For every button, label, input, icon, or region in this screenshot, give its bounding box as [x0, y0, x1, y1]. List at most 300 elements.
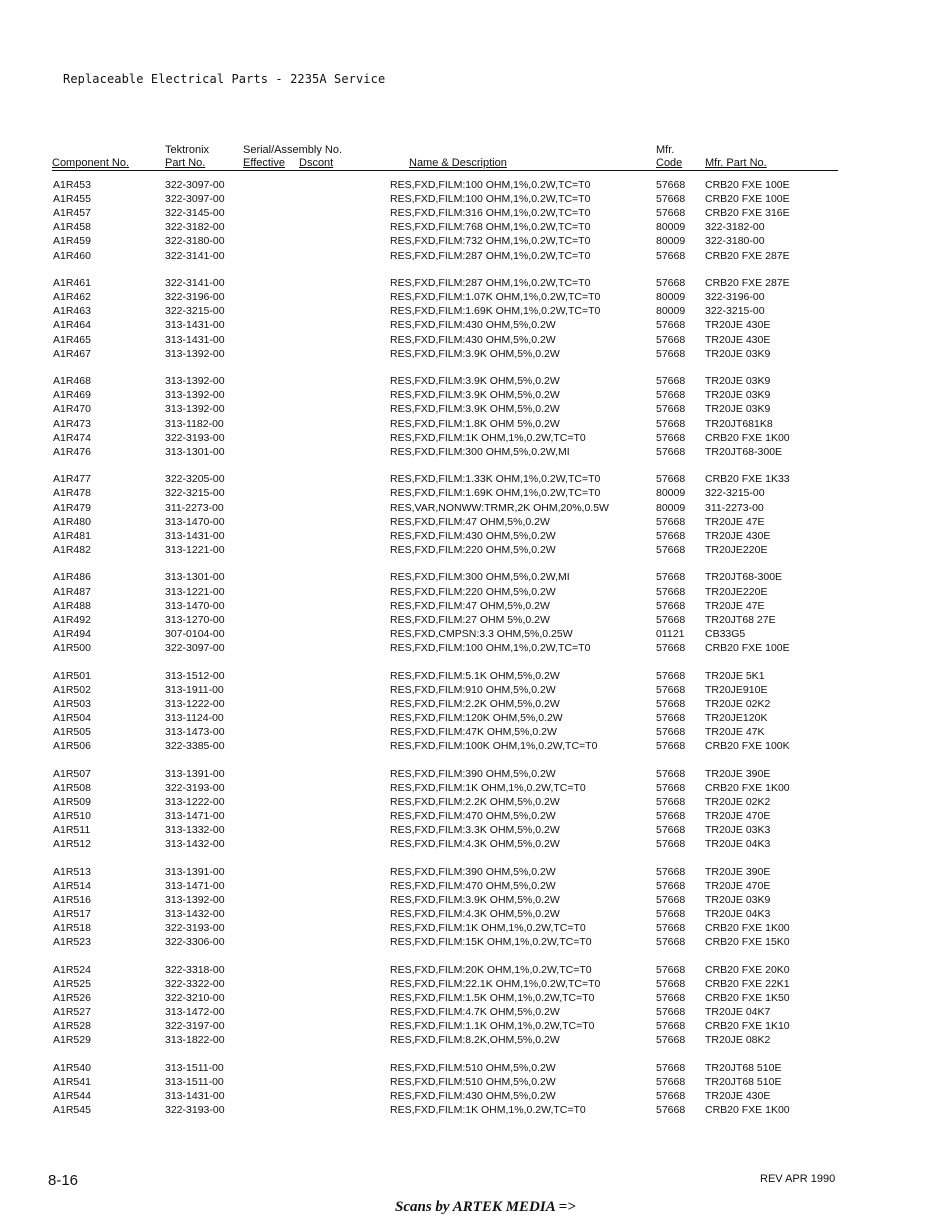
mfr-code-cell: 57668 [656, 795, 686, 808]
table-row [0, 585, 950, 599]
table-row [0, 333, 950, 347]
tektronix-part-no-cell: 313-1473-00 [165, 725, 225, 738]
mfr-code-cell: 57668 [656, 347, 686, 360]
mfr-code-cell: 57668 [656, 613, 686, 626]
mfr-code-cell: 57668 [656, 333, 686, 346]
description-cell: RES,FXD,FILM:1K OHM,1%,0.2W,TC=T0 [390, 781, 586, 794]
mfr-part-no-cell: TR20JE 47K [705, 725, 765, 738]
component-no-cell: A1R482 [53, 543, 91, 556]
tektronix-part-no-cell: 322-3197-00 [165, 1020, 225, 1033]
component-no-cell: A1R464 [53, 319, 91, 332]
description-cell: RES,FXD,FILM:1K OHM,1%,0.2W,TC=T0 [390, 922, 586, 935]
mfr-part-no-cell: TR20JE 02K2 [705, 795, 771, 808]
component-no-cell: A1R544 [53, 1090, 91, 1103]
description-cell: RES,FXD,FILM:910 OHM,5%,0.2W [390, 683, 556, 696]
tektronix-part-no-cell: 313-1301-00 [165, 571, 225, 584]
tektronix-part-no-cell: 322-3215-00 [165, 305, 225, 318]
tektronix-part-no-cell: 313-1432-00 [165, 838, 225, 851]
component-no-cell: A1R500 [53, 641, 91, 654]
tektronix-part-no-cell: 313-1432-00 [165, 908, 225, 920]
mfr-part-no-cell: TR20JE 03K9 [705, 893, 771, 906]
mfr-part-no-cell: TR20JE 47E [705, 515, 765, 528]
component-no-cell: A1R467 [53, 347, 91, 360]
component-no-cell: A1R540 [53, 1061, 91, 1074]
description-cell: RES,FXD,FILM:120K OHM,5%,0.2W [390, 711, 563, 724]
mfr-code-cell: 57668 [656, 824, 686, 836]
mfr-code-cell: 57668 [656, 740, 686, 752]
mfr-part-no-cell: TR20JE910E [705, 683, 768, 696]
mfr-part-no-cell: CRB20 FXE 1K33 [705, 473, 790, 486]
component-no-cell: A1R505 [53, 725, 91, 738]
component-no-cell: A1R545 [53, 1104, 91, 1117]
table-row [0, 991, 950, 1005]
mfr-code-cell: 57668 [656, 908, 686, 920]
component-no-cell: A1R479 [53, 501, 91, 514]
component-no-cell: A1R473 [53, 417, 91, 430]
description-cell: RES,FXD,FILM:1K OHM,1%,0.2W,TC=T0 [390, 1104, 586, 1117]
tektronix-part-no-cell: 313-1221-00 [165, 585, 225, 598]
component-no-cell: A1R525 [53, 977, 91, 990]
col-header-serial-assembly-no: Serial/Assembly No. Effective Dscont [243, 144, 343, 169]
description-cell: RES,FXD,FILM:220 OHM,5%,0.2W [390, 543, 556, 556]
mfr-part-no-cell: TR20JE 03K9 [705, 403, 771, 416]
page-number: 8-16 [48, 1172, 79, 1189]
description-cell: RES,FXD,FILM:5.1K OHM,5%,0.2W [390, 669, 560, 682]
table-row [0, 879, 950, 893]
table-row [0, 570, 950, 584]
mfr-part-no-cell: 311-2273-00 [705, 501, 764, 514]
mfr-code-cell: 57668 [656, 1104, 686, 1117]
table-row [0, 206, 950, 220]
description-cell: RES,FXD,FILM:2.2K OHM,5%,0.2W [390, 697, 560, 710]
tektronix-part-no-cell: 313-1222-00 [165, 697, 225, 710]
mfr-code-cell: 80009 [656, 291, 686, 304]
mfr-code-cell: 57668 [656, 641, 686, 654]
component-no-cell: A1R459 [53, 235, 91, 248]
tektronix-part-no-cell: 313-1182-00 [165, 417, 224, 430]
mfr-part-no-cell: TR20JT681K8 [705, 417, 773, 430]
col-header-component-no: Component No. [52, 157, 130, 169]
component-no-cell: A1R507 [53, 767, 91, 780]
tektronix-part-no-cell: 313-1221-00 [165, 543, 225, 556]
component-no-cell: A1R527 [53, 1006, 91, 1019]
mfr-code-cell: 80009 [656, 221, 686, 234]
tektronix-part-no-cell: 313-1392-00 [165, 893, 225, 906]
mfr-part-no-cell: CRB20 FXE 1K50 [705, 992, 790, 1004]
mfr-code-cell: 57668 [656, 599, 686, 612]
tektronix-part-no-cell: 322-3385-00 [165, 740, 225, 752]
mfr-part-no-cell: TR20JE 04K3 [705, 908, 771, 920]
tektronix-part-no-cell: 313-1392-00 [165, 389, 225, 402]
table-row [0, 669, 950, 683]
description-cell: RES,FXD,FILM:3.9K OHM,5%,0.2W [390, 893, 560, 906]
description-cell: RES,FXD,FILM:510 OHM,5%,0.2W [390, 1076, 556, 1088]
col-header-tektronix-part-no: Tektronix Part No. [165, 144, 210, 169]
table-row [0, 767, 950, 781]
component-no-cell: A1R481 [53, 529, 91, 542]
description-cell: RES,FXD,FILM:287 OHM,1%,0.2W,TC=T0 [390, 277, 591, 290]
mfr-part-no-cell: TR20JE 390E [705, 767, 771, 780]
tektronix-part-no-cell: 322-3097-00 [165, 193, 225, 206]
mfr-part-no-cell: CRB20 FXE 1K00 [705, 922, 790, 935]
component-no-cell: A1R488 [53, 599, 91, 612]
component-no-cell: A1R529 [53, 1034, 91, 1047]
mfr-part-no-cell: TR20JE 47E [705, 599, 765, 612]
mfr-code-cell: 57668 [656, 936, 686, 949]
description-cell: RES,FXD,FILM:8.2K,OHM,5%,0.2W [390, 1034, 560, 1047]
description-cell: RES,FXD,FILM:1.8K OHM 5%,0.2W [390, 417, 560, 430]
table-row [0, 781, 950, 795]
mfr-code-cell: 57668 [656, 445, 686, 458]
table-row [0, 1019, 950, 1033]
mfr-code-cell: 57668 [656, 1061, 686, 1074]
description-cell: RES,FXD,FILM:510 OHM,5%,0.2W [390, 1061, 556, 1074]
mfr-part-no-cell: CRB20 FXE 287E [705, 249, 790, 262]
mfr-part-no-cell: TR20JE 5K1 [705, 669, 765, 682]
mfr-code-cell: 57668 [656, 403, 686, 416]
mfr-code-cell: 57668 [656, 1034, 686, 1047]
mfr-part-no-cell: 322-3215-00 [705, 305, 765, 318]
header-rule [52, 170, 838, 171]
description-cell: RES,FXD,FILM:1.33K OHM,1%,0.2W,TC=T0 [390, 473, 601, 486]
table-row [0, 417, 950, 431]
mfr-code-cell: 57668 [656, 711, 686, 724]
mfr-part-no-cell: CRB20 FXE 1K00 [705, 1104, 790, 1117]
tektronix-part-no-cell: 313-1471-00 [165, 879, 225, 892]
table-row [0, 711, 950, 725]
mfr-code-cell: 57668 [656, 529, 686, 542]
tektronix-part-no-cell: 322-3205-00 [165, 473, 225, 486]
tektronix-part-no-cell: 307-0104-00 [165, 627, 225, 640]
description-cell: RES,FXD,FILM:1.5K OHM,1%,0.2W,TC=T0 [390, 992, 595, 1004]
component-no-cell: A1R518 [53, 922, 91, 935]
component-no-cell: A1R508 [53, 781, 91, 794]
component-no-cell: A1R462 [53, 291, 91, 304]
description-cell: RES,FXD,FILM:287 OHM,1%,0.2W,TC=T0 [390, 249, 591, 262]
mfr-code-cell: 80009 [656, 305, 686, 318]
table-row [0, 1075, 950, 1089]
component-no-cell: A1R503 [53, 697, 91, 710]
mfr-part-no-cell: TR20JT68 510E [705, 1061, 782, 1074]
table-row [0, 178, 950, 192]
table-row [0, 683, 950, 697]
description-cell: RES,FXD,FILM:47 OHM,5%,0.2W [390, 515, 550, 528]
description-cell: RES,FXD,FILM:100 OHM,1%,0.2W,TC=T0 [390, 193, 591, 206]
table-row [0, 627, 950, 641]
component-no-cell: A1R477 [53, 473, 91, 486]
tektronix-part-no-cell: 322-3322-00 [165, 977, 225, 990]
tektronix-part-no-cell: 322-3193-00 [165, 1104, 225, 1117]
table-row [0, 472, 950, 486]
table-row [0, 1033, 950, 1047]
mfr-part-no-cell: TR20JE 03K9 [705, 347, 771, 360]
table-row [0, 347, 950, 361]
table-row [0, 837, 950, 851]
description-cell: RES,FXD,FILM:1.07K OHM,1%,0.2W,TC=T0 [390, 291, 601, 304]
mfr-code-cell: 57668 [656, 207, 686, 220]
mfr-code-cell: 57668 [656, 865, 686, 878]
mfr-part-no-cell: CRB20 FXE 15K0 [705, 936, 790, 949]
description-cell: RES,FXD,FILM:300 OHM,5%,0.2W,MI [390, 571, 570, 584]
col-header-mfr-code: Mfr. Code [656, 144, 683, 169]
tektronix-part-no-cell: 322-3210-00 [165, 992, 225, 1004]
mfr-code-cell: 57668 [656, 1090, 686, 1103]
mfr-part-no-cell: CB33G5 [705, 627, 746, 640]
mfr-part-no-cell: TR20JT68-300E [705, 445, 783, 458]
table-row [0, 823, 950, 837]
component-no-cell: A1R509 [53, 795, 91, 808]
tektronix-part-no-cell: 322-3193-00 [165, 922, 225, 935]
tektronix-part-no-cell: 322-3215-00 [165, 487, 225, 500]
tektronix-part-no-cell: 313-1124-00 [165, 711, 224, 724]
mfr-code-cell: 57668 [656, 697, 686, 710]
description-cell: RES,VAR,NONWW:TRMR,2K OHM,20%,0.5W [390, 501, 609, 514]
description-cell: RES,FXD,FILM:1K OHM,1%,0.2W,TC=T0 [390, 431, 586, 444]
mfr-part-no-cell: CRB20 FXE 100K [705, 740, 790, 752]
description-cell: RES,FXD,FILM:22.1K OHM,1%,0.2W,TC=T0 [390, 977, 601, 990]
description-cell: RES,FXD,FILM:3.9K OHM,5%,0.2W [390, 375, 560, 388]
table-row [0, 795, 950, 809]
mfr-part-no-cell: TR20JE120K [705, 711, 768, 724]
mfr-code-cell: 57668 [656, 277, 686, 290]
component-no-cell: A1R524 [53, 963, 91, 976]
table-row [0, 1089, 950, 1103]
component-no-cell: A1R512 [53, 838, 91, 851]
mfr-part-no-cell: CRB20 FXE 100E [705, 179, 790, 191]
component-no-cell: A1R461 [53, 277, 91, 290]
description-cell: RES,FXD,FILM:390 OHM,5%,0.2W [390, 767, 556, 780]
component-no-cell: A1R469 [53, 389, 91, 402]
table-row [0, 388, 950, 402]
component-no-cell: A1R516 [53, 893, 91, 906]
mfr-code-cell: 57668 [656, 179, 686, 191]
tektronix-part-no-cell: 322-3097-00 [165, 641, 225, 654]
component-no-cell: A1R517 [53, 908, 91, 920]
mfr-part-no-cell: TR20JE220E [705, 543, 768, 556]
mfr-code-cell: 57668 [656, 431, 686, 444]
mfr-code-cell: 57668 [656, 375, 686, 388]
description-cell: RES,FXD,FILM:768 OHM,1%,0.2W,TC=T0 [390, 221, 591, 234]
description-cell: RES,FXD,FILM:4.7K OHM,5%,0.2W [390, 1006, 560, 1019]
component-no-cell: A1R514 [53, 879, 91, 892]
description-cell: RES,FXD,FILM:27 OHM 5%,0.2W [390, 613, 550, 626]
mfr-part-no-cell: TR20JE 04K7 [705, 1006, 771, 1019]
mfr-code-cell: 57668 [656, 389, 686, 402]
mfr-code-cell: 57668 [656, 838, 686, 851]
description-cell: RES,FXD,FILM:3.9K OHM,5%,0.2W [390, 347, 560, 360]
description-cell: RES,FXD,FILM:316 OHM,1%,0.2W,TC=T0 [390, 207, 591, 220]
tektronix-part-no-cell: 322-3182-00 [165, 221, 225, 234]
tektronix-part-no-cell: 313-1392-00 [165, 375, 225, 388]
table-row [0, 304, 950, 318]
table-row [0, 935, 950, 949]
mfr-code-cell: 57668 [656, 767, 686, 780]
description-cell: RES,FXD,FILM:1.69K OHM,1%,0.2W,TC=T0 [390, 487, 601, 500]
mfr-part-no-cell: TR20JE220E [705, 585, 768, 598]
mfr-code-cell: 57668 [656, 879, 686, 892]
tektronix-part-no-cell: 313-1270-00 [165, 613, 225, 626]
mfr-code-cell: 57668 [656, 922, 686, 935]
table-row [0, 739, 950, 753]
table-row [0, 276, 950, 290]
mfr-part-no-cell: TR20JE 04K3 [705, 838, 771, 851]
component-no-cell: A1R460 [53, 249, 91, 262]
description-cell: RES,FXD,FILM:2.2K OHM,5%,0.2W [390, 795, 560, 808]
component-no-cell: A1R523 [53, 936, 91, 949]
component-no-cell: A1R513 [53, 865, 91, 878]
mfr-part-no-cell: TR20JT68 27E [705, 613, 776, 626]
component-no-cell: A1R486 [53, 571, 91, 584]
tektronix-part-no-cell: 313-1391-00 [165, 865, 225, 878]
component-no-cell: A1R492 [53, 613, 91, 626]
mfr-code-cell: 80009 [656, 487, 686, 500]
description-cell: RES,FXD,FILM:47 OHM,5%,0.2W [390, 599, 550, 612]
tektronix-part-no-cell: 322-3196-00 [165, 291, 225, 304]
mfr-part-no-cell: 322-3215-00 [705, 487, 765, 500]
tektronix-part-no-cell: 313-1911-00 [165, 683, 224, 696]
tektronix-part-no-cell: 322-3193-00 [165, 431, 225, 444]
tektronix-part-no-cell: 313-1392-00 [165, 347, 225, 360]
mfr-part-no-cell: 322-3180-00 [705, 235, 765, 248]
tektronix-part-no-cell: 313-1471-00 [165, 809, 225, 822]
table-row [0, 809, 950, 823]
component-no-cell: A1R453 [53, 179, 91, 191]
description-cell: RES,FXD,FILM:430 OHM,5%,0.2W [390, 1090, 556, 1103]
mfr-code-cell: 57668 [656, 249, 686, 262]
mfr-part-no-cell: CRB20 FXE 100E [705, 641, 790, 654]
component-no-cell: A1R494 [53, 627, 91, 640]
col-header-name-description: Name & Description [409, 157, 507, 169]
tektronix-part-no-cell: 313-1511-00 [165, 1076, 224, 1088]
tektronix-part-no-cell: 322-3180-00 [165, 235, 225, 248]
col-header-dscont: Dscont [299, 157, 334, 169]
description-cell: RES,FXD,FILM:430 OHM,5%,0.2W [390, 333, 556, 346]
component-no-cell: A1R468 [53, 375, 91, 388]
tektronix-part-no-cell: 313-1431-00 [165, 319, 225, 332]
col-header-effective: Effective [243, 157, 285, 169]
col-header-mfr-part-no: Mfr. Part No. [705, 157, 767, 169]
table-row [0, 963, 950, 977]
tektronix-part-no-cell: 322-3141-00 [165, 277, 225, 290]
mfr-code-cell: 57668 [656, 193, 686, 206]
tektronix-part-no-cell: 313-1431-00 [165, 1090, 225, 1103]
table-row [0, 486, 950, 500]
mfr-part-no-cell: TR20JE 430E [705, 333, 771, 346]
description-cell: RES,FXD,FILM:3.9K OHM,5%,0.2W [390, 389, 560, 402]
component-no-cell: A1R455 [53, 193, 91, 206]
tektronix-part-no-cell: 313-1512-00 [165, 669, 225, 682]
mfr-part-no-cell: CRB20 FXE 1K10 [705, 1020, 790, 1033]
component-no-cell: A1R504 [53, 711, 91, 724]
mfr-part-no-cell: TR20JE 470E [705, 879, 771, 892]
table-row [0, 318, 950, 332]
description-cell: RES,FXD,FILM:390 OHM,5%,0.2W [390, 865, 556, 878]
mfr-code-cell: 57668 [656, 1006, 686, 1019]
description-cell: RES,FXD,FILM:300 OHM,5%,0.2W,MI [390, 445, 570, 458]
mfr-part-no-cell: TR20JE 430E [705, 529, 771, 542]
component-no-cell: A1R502 [53, 683, 91, 696]
tektronix-part-no-cell: 313-1392-00 [165, 403, 225, 416]
table-row [0, 641, 950, 655]
table-row [0, 290, 950, 304]
description-cell: RES,FXD,FILM:100K OHM,1%,0.2W,TC=T0 [390, 740, 598, 752]
mfr-part-no-cell: CRB20 FXE 100E [705, 193, 790, 206]
tektronix-part-no-cell: 313-1222-00 [165, 795, 225, 808]
table-row [0, 234, 950, 248]
component-no-cell: A1R506 [53, 740, 91, 752]
component-no-cell: A1R457 [53, 207, 91, 220]
mfr-code-cell: 57668 [656, 543, 686, 556]
component-no-cell: A1R465 [53, 333, 91, 346]
component-no-cell: A1R526 [53, 992, 91, 1004]
description-cell: RES,FXD,FILM:430 OHM,5%,0.2W [390, 319, 556, 332]
tektronix-part-no-cell: 313-1470-00 [165, 599, 225, 612]
component-no-cell: A1R470 [53, 403, 91, 416]
table-row [0, 501, 950, 515]
mfr-code-cell: 57668 [656, 781, 686, 794]
description-cell: RES,FXD,FILM:220 OHM,5%,0.2W [390, 585, 556, 598]
component-no-cell: A1R541 [53, 1076, 91, 1088]
description-cell: RES,FXD,FILM:100 OHM,1%,0.2W,TC=T0 [390, 179, 591, 191]
description-cell: RES,FXD,FILM:20K OHM,1%,0.2W,TC=T0 [390, 963, 592, 976]
scan-credit: Scans by ARTEK MEDIA => [395, 1199, 576, 1215]
component-no-cell: A1R463 [53, 305, 91, 318]
description-cell: RES,FXD,FILM:15K OHM,1%,0.2W,TC=T0 [390, 936, 592, 949]
tektronix-part-no-cell: 313-1301-00 [165, 445, 225, 458]
component-no-cell: A1R476 [53, 445, 91, 458]
description-cell: RES,FXD,FILM:3.3K OHM,5%,0.2W [390, 824, 560, 836]
tektronix-part-no-cell: 322-3141-00 [165, 249, 225, 262]
tektronix-part-no-cell: 322-3318-00 [165, 963, 225, 976]
mfr-part-no-cell: 322-3196-00 [705, 291, 765, 304]
tektronix-part-no-cell: 313-1431-00 [165, 333, 225, 346]
table-row [0, 725, 950, 739]
mfr-code-cell: 57668 [656, 585, 686, 598]
mfr-part-no-cell: TR20JT68 510E [705, 1076, 782, 1088]
tektronix-part-no-cell: 311-2273-00 [165, 501, 224, 514]
mfr-part-no-cell: CRB20 FXE 22K1 [705, 977, 790, 990]
table-row [0, 1061, 950, 1075]
table-row [0, 907, 950, 921]
mfr-code-cell: 57668 [656, 417, 686, 430]
table-row [0, 865, 950, 879]
mfr-code-cell: 57668 [656, 515, 686, 528]
mfr-part-no-cell: CRB20 FXE 20K0 [705, 963, 790, 976]
table-row [0, 1103, 950, 1117]
component-no-cell: A1R478 [53, 487, 91, 500]
description-cell: RES,FXD,FILM:4.3K OHM,5%,0.2W [390, 838, 560, 851]
description-cell: RES,FXD,CMPSN:3.3 OHM,5%,0.25W [390, 627, 573, 640]
mfr-part-no-cell: TR20JT68-300E [705, 571, 783, 584]
table-row [0, 374, 950, 388]
table-row [0, 515, 950, 529]
tektronix-part-no-cell: 322-3097-00 [165, 179, 225, 191]
table-row [0, 529, 950, 543]
component-no-cell: A1R511 [53, 824, 91, 836]
page-header-title: Replaceable Electrical Parts - 2235A Service [63, 72, 386, 86]
component-no-cell: A1R528 [53, 1020, 91, 1033]
mfr-code-cell: 57668 [656, 319, 686, 332]
mfr-part-no-cell: TR20JE 03K9 [705, 375, 771, 388]
mfr-part-no-cell: TR20JE 390E [705, 865, 771, 878]
mfr-code-cell: 57668 [656, 725, 686, 738]
tektronix-part-no-cell: 313-1511-00 [165, 1061, 224, 1074]
table-row [0, 192, 950, 206]
description-cell: RES,FXD,FILM:1.1K OHM,1%,0.2W,TC=T0 [390, 1020, 595, 1033]
mfr-code-cell: 01121 [656, 627, 685, 640]
table-row [0, 543, 950, 557]
mfr-part-no-cell: CRB20 FXE 1K00 [705, 781, 790, 794]
